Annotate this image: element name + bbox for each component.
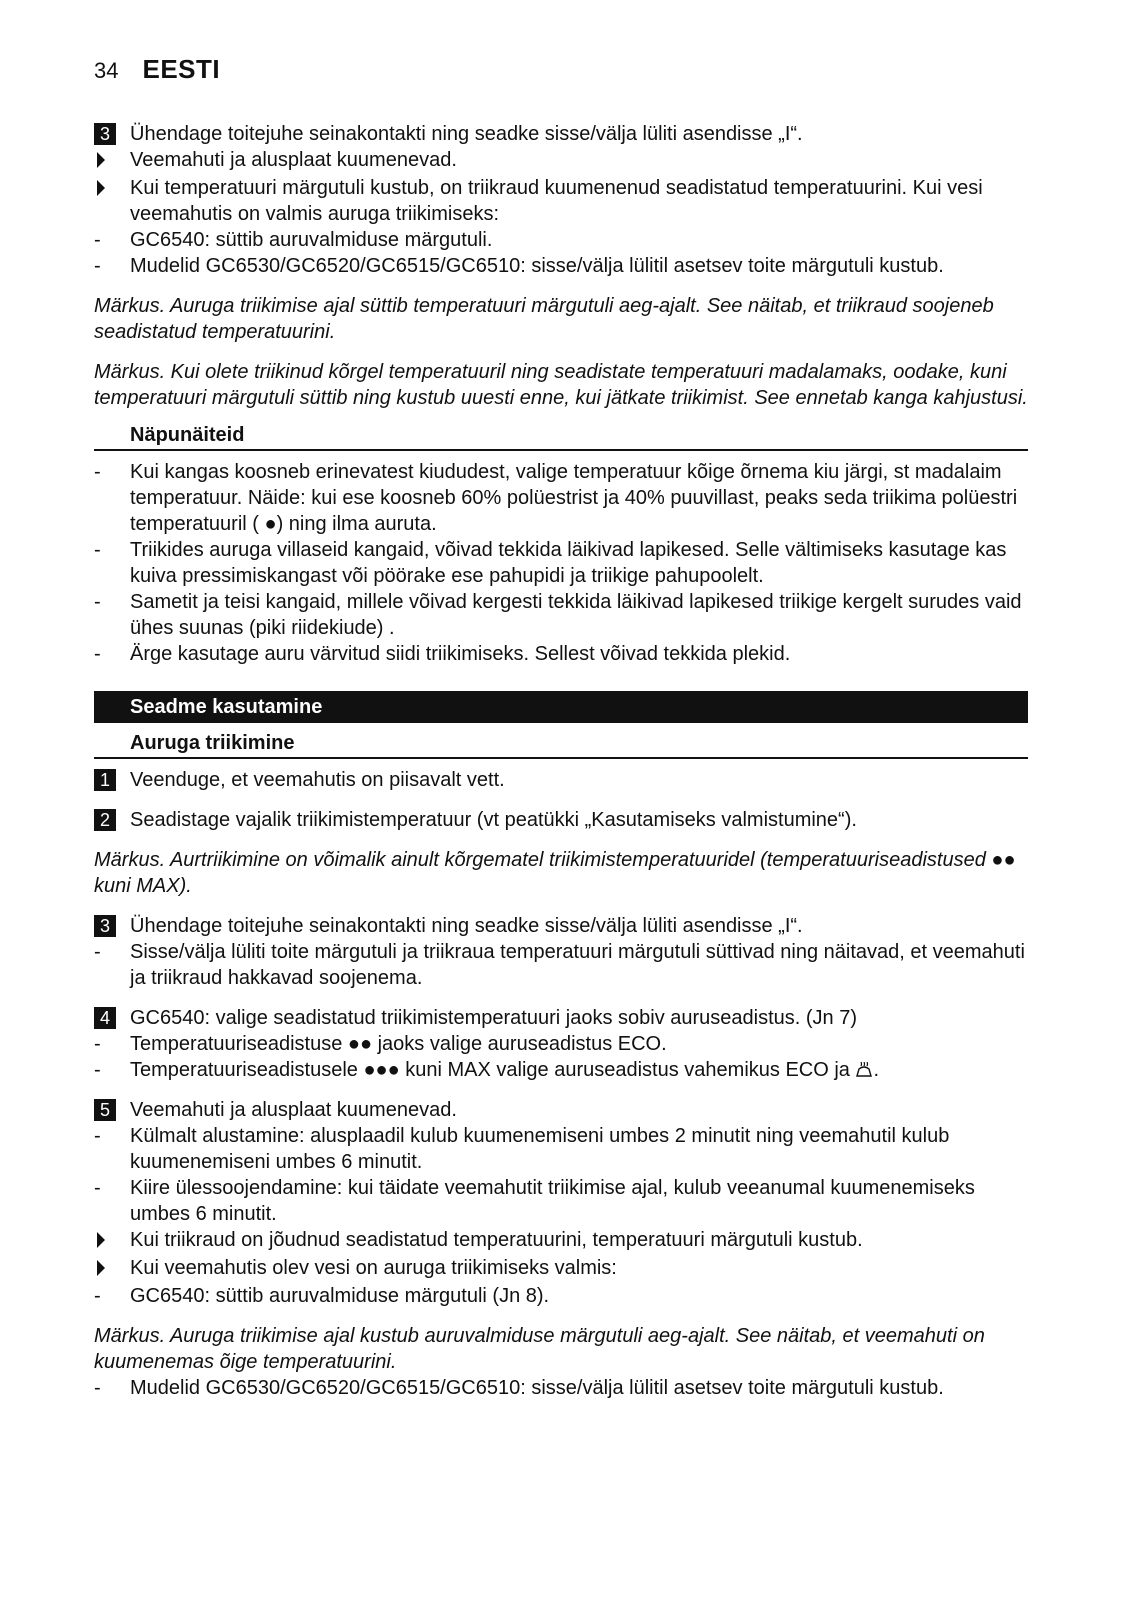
dash-bullet: -: [94, 229, 101, 251]
result-text: Kui temperatuuri märgutuli kustub, on triikraud kuumenenud seadistatud temperatuurini. Kui vesi veemahutis on valmis auruga triikimiseks:: [130, 177, 983, 225]
dash-bullet: -: [94, 1285, 101, 1307]
tips-heading: Näpunäiteid: [94, 421, 1028, 451]
step-text: GC6540: valige seadistatud triikimistemperatuuri jaoks sobiv auruseadistus. (Jn 7): [130, 1007, 858, 1029]
dash-text-with-icon: Temperatuuriseadistusele ●●● kuni MAX valige auruseadistus vahemikus ECO ja .: [130, 1059, 880, 1081]
tip-text: Ärge kasutage auru värvitud siidi triikimiseks. Sellest võivad tekkida plekid.: [130, 643, 791, 665]
dash-bullet: -: [94, 1059, 101, 1081]
dash-item: [94, 253, 1028, 279]
page-header: [94, 54, 220, 85]
dash-item: [94, 1375, 1028, 1401]
tips-list: [94, 459, 1028, 667]
dash-bullet: -: [94, 941, 101, 963]
result-text: Veemahuti ja alusplaat kuumenevad.: [130, 149, 457, 171]
dash-text: Sisse/välja lüliti toite märgutuli ja triikraua temperatuuri märgutuli süttivad ning näitavad, et veemahuti ja triikraud hakkavad soojenema.: [130, 941, 1025, 989]
dash-bullet: -: [94, 1177, 101, 1199]
step-number-badge: 5: [94, 1099, 116, 1121]
step-number-badge: 3: [94, 915, 116, 937]
dash-bullet: -: [94, 1125, 101, 1147]
dash-bullet: -: [94, 461, 101, 483]
step-text: Veemahuti ja alusplaat kuumenevad.: [130, 1099, 457, 1121]
step-text: Ühendage toitejuhe seinakontakti ning seadke sisse/välja lüliti asendisse „I“.: [130, 123, 803, 145]
step-4-instruction: [94, 1005, 1028, 1031]
dash-bullet: -: [94, 643, 101, 665]
result-item: [94, 175, 1028, 227]
triangle-bullet-icon: [97, 152, 105, 168]
dash-bullet: -: [94, 591, 101, 613]
language-title: EESTI: [142, 54, 221, 84]
step-text: Ühendage toitejuhe seinakontakti ning seadke sisse/välja lüliti asendisse „I“.: [130, 915, 803, 937]
page-content: [94, 121, 1028, 1401]
steam-ironing-heading: Auruga triikimine: [94, 729, 1028, 759]
dash-item: [94, 1283, 1028, 1309]
dash-bullet: -: [94, 539, 101, 561]
triangle-bullet-icon: [97, 180, 105, 196]
step-number-badge: 3: [94, 123, 116, 145]
result-item: [94, 1255, 1028, 1283]
step-1-instruction: [94, 767, 1028, 793]
step-text: Veenduge, et veemahutis on piisavalt vett.: [130, 769, 505, 791]
tip-item: [94, 641, 1028, 667]
section-title-bar: Seadme kasutamine: [94, 691, 1028, 723]
step-number-badge: 2: [94, 809, 116, 831]
step-3-instruction: [94, 913, 1028, 939]
tip-item: [94, 589, 1028, 641]
triangle-bullet-icon: [97, 1232, 105, 1248]
dash-text: Kiire ülessoojendamine: kui täidate veemahutit triikimise ajal, kulub veeanumal kuumenemiseks umbes 6 minutit.: [130, 1177, 975, 1225]
dash-text: GC6540: süttib auruvalmiduse märgutuli.: [130, 229, 493, 251]
tip-item: [94, 537, 1028, 589]
step-2-instruction: [94, 807, 1028, 833]
dash-item: [94, 1123, 1028, 1175]
tip-text: Triikides auruga villaseid kangaid, võivad tekkida läikivad lapikesed. Selle vältimiseks kasutage kas kuiva pressimiskangast või pöörake ese pahupidi ja triikige pahupoolelt.: [130, 539, 1007, 587]
dash-bullet: -: [94, 1033, 101, 1055]
note-paragraph: Märkus. Aurtriikimine on võimalik ainult kõrgematel triikimistemperatuuridel (temperatuuriseadistused ●● kuni MAX).: [94, 849, 1016, 897]
result-item: [94, 147, 1028, 175]
dash-item: [94, 227, 1028, 253]
dash-text: Mudelid GC6530/GC6520/GC6515/GC6510: sisse/välja lülitil asetsev toite märgutuli kustub.: [130, 1377, 944, 1399]
tip-text: Sametit ja teisi kangaid, millele võivad kergesti tekkida läikivad lapikesed triikige kergelt surudes vaid ühes suunas (piki riidekiude) .: [130, 591, 1022, 639]
result-text: Kui triikraud on jõudnud seadistatud temperatuurini, temperatuuri märgutuli kustub.: [130, 1229, 863, 1251]
dash-text: Külmalt alustamine: alusplaadil kulub kuumenemiseni umbes 2 minutit ning veemahutil kulub kuumenemiseni umbes 6 minutit.: [130, 1125, 950, 1173]
dash-bullet: -: [94, 255, 101, 277]
dash-item: [94, 1175, 1028, 1227]
step-5-instruction: [94, 1097, 1028, 1123]
dash-text: Mudelid GC6530/GC6520/GC6515/GC6510: sisse/välja lülitil asetsev toite märgutuli kustub.: [130, 255, 944, 277]
page-number: 34: [94, 58, 119, 83]
note-paragraph: Märkus. Auruga triikimise ajal kustub auruvalmiduse märgutuli aeg-ajalt. See näitab, et veemahuti on kuumenemas õige temperatuurini.: [94, 1325, 985, 1373]
dash-text: Temperatuuriseadistuse ●● jaoks valige auruseadistus ECO.: [130, 1033, 667, 1055]
tip-item: [94, 459, 1028, 537]
step-number-badge: 4: [94, 1007, 116, 1029]
dash-item: [94, 1057, 1028, 1083]
triangle-bullet-icon: [97, 1260, 105, 1276]
dash-item: [94, 1031, 1028, 1057]
step-number-badge: 1: [94, 769, 116, 791]
dash-text: GC6540: süttib auruvalmiduse märgutuli (Jn 8).: [130, 1285, 550, 1307]
dash-item: [94, 939, 1028, 991]
tip-text: Kui kangas koosneb erinevatest kiududest, valige temperatuur kõige õrnema kiu järgi, st madalaim temperatuur. Näide: kui ese koosneb 60% polüestrist ja 40% puuvillast, peaks seda triikima polüestri temperatuuril ( ●) ning ilma auruta.: [130, 461, 1018, 535]
result-item: [94, 1227, 1028, 1255]
steam-icon: [855, 1062, 873, 1078]
result-text: Kui veemahutis olev vesi on auruga triikimiseks valmis:: [130, 1257, 617, 1279]
dash-text: Temperatuuriseadistusele ●●● kuni MAX valige auruseadistus vahemikus ECO ja: [130, 1059, 850, 1081]
note-paragraph: Märkus. Kui olete triikinud kõrgel temperatuuril ning seadistate temperatuuri madalamaks, oodake, kuni temperatuuri märgutuli süttib ning kustub uuesti enne, kui jätkate triikimist. See ennetab kanga kahjustusi.: [94, 361, 1028, 409]
step-3-instruction: [94, 121, 1028, 147]
dash-bullet: -: [94, 1377, 101, 1399]
step-text: Seadistage vajalik triikimistemperatuur (vt peatükki „Kasutamiseks valmistumine“).: [130, 809, 857, 831]
note-paragraph: Märkus. Auruga triikimise ajal süttib temperatuuri märgutuli aeg-ajalt. See näitab, et triikraud soojeneb seadistatud temperatuurini.: [94, 295, 994, 343]
